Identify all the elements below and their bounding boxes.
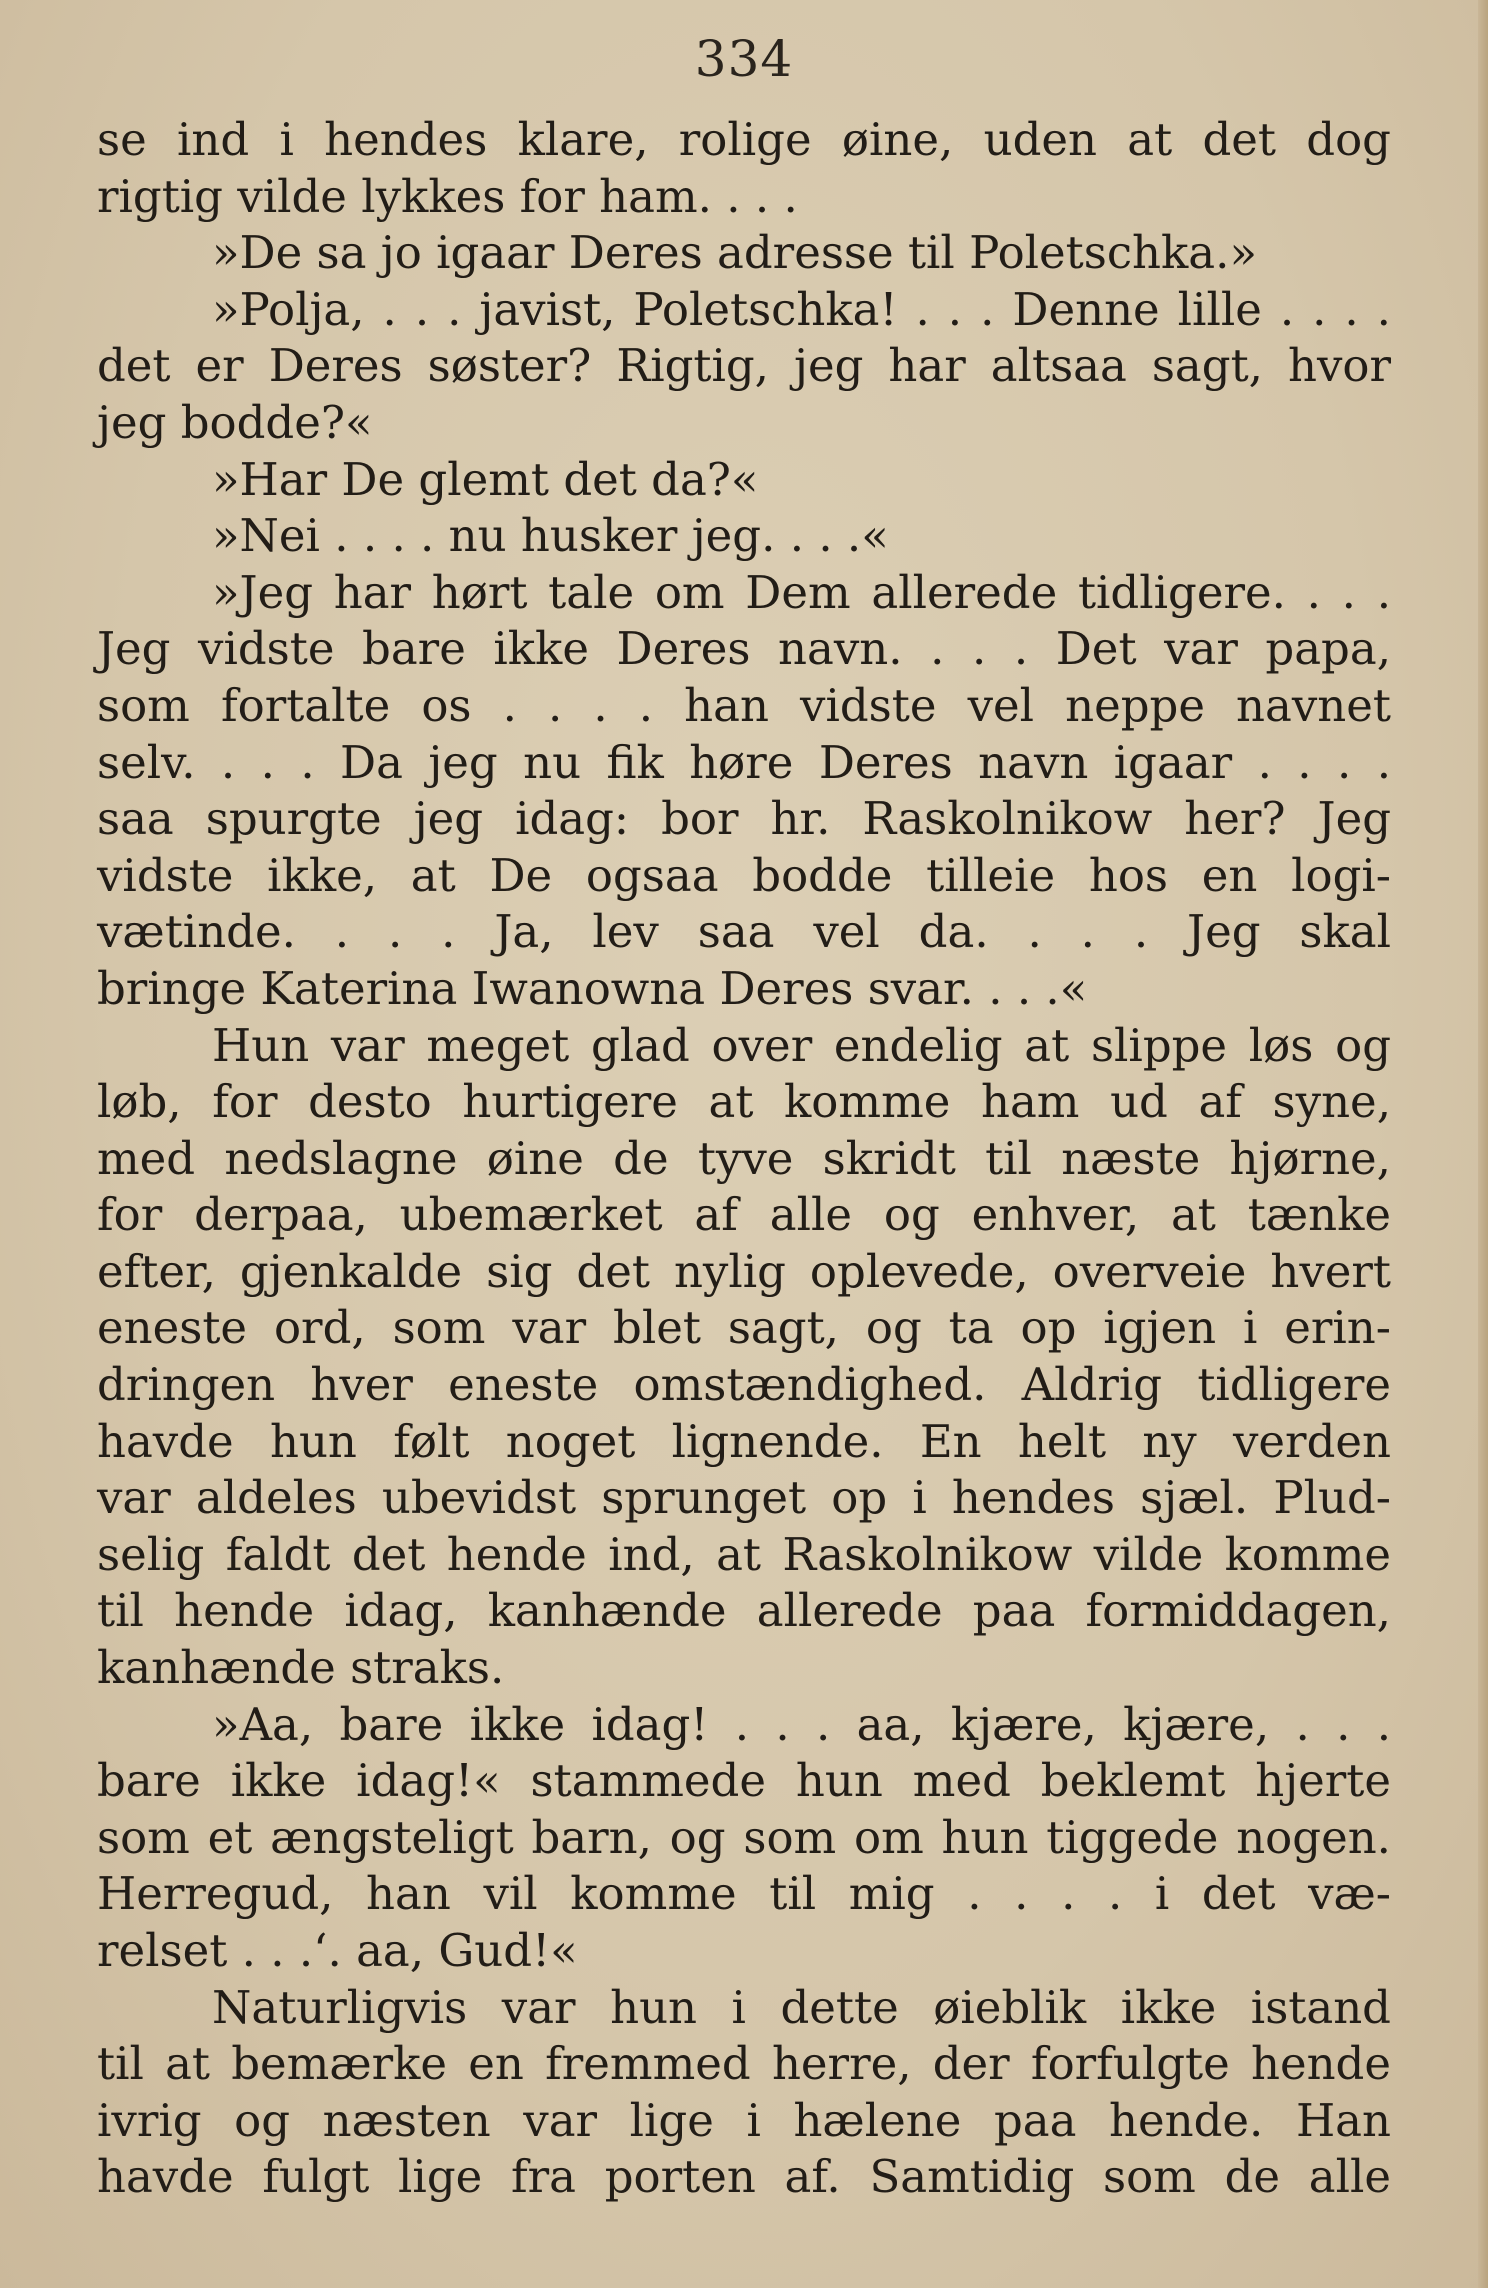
text-line: »Har De glemt det da?« — [212, 452, 759, 506]
text-line: kanhænde straks. — [97, 1641, 505, 1695]
text-line: Herregud, han vil komme til mig . . . . i det væ- — [97, 1867, 1391, 1921]
text-line: til at bemærke en fremmed herre, der forfulgte hende — [97, 2037, 1391, 2091]
text-line: ivrig og næsten var lige i hælene paa hende. Han — [97, 2093, 1391, 2147]
text-line: »Jeg har hørt tale om Dem allerede tidligere. . . . — [212, 565, 1391, 619]
text-line: bare ikke idag!« stammede hun med beklemt hjerte — [97, 1754, 1391, 1808]
text-line: havde fulgt lige fra porten af. Samtidig som de alle — [97, 2150, 1391, 2204]
text-line: jeg bodde?« — [97, 395, 373, 449]
text-line: efter, gjenkalde sig det nylig oplevede, overveie hvert — [97, 1244, 1391, 1298]
text-line: »De sa jo igaar Deres adresse til Poletschka.» — [212, 226, 1257, 280]
text-line: havde hun følt noget lignende. En helt ny verden — [97, 1414, 1391, 1468]
text-line: »Nei . . . . nu husker jeg. . . .« — [212, 509, 889, 563]
text-line: »Polja, . . . javist, Poletschka! . . . Denne lille . . . . — [212, 282, 1391, 336]
text-line: som et ængsteligt barn, og som om hun tiggede nogen. — [97, 1810, 1391, 1864]
text-line: dringen hver eneste omstændighed. Aldrig tidligere — [97, 1358, 1391, 1412]
text-line: vidste ikke, at De ogsaa bodde tilleie hos en logi- — [97, 848, 1391, 902]
text-line: selv. . . . Da jeg nu fik høre Deres navn igaar . . . . — [97, 735, 1391, 789]
text-line: Naturligvis var hun i dette øieblik ikke istand — [212, 1980, 1391, 2034]
text-line: var aldeles ubevidst sprunget op i hendes sjæl. Plud- — [97, 1471, 1391, 1525]
page-number: 334 — [694, 30, 794, 88]
text-line: for derpaa, ubemærket af alle og enhver, at tænke — [97, 1188, 1391, 1242]
body-text — [97, 112, 1391, 2206]
text-line: se ind i hendes klare, rolige øine, uden at det dog — [97, 113, 1391, 166]
text-line: som fortalte os . . . . han vidste vel neppe navnet — [97, 678, 1391, 732]
text-line: løb, for desto hurtigere at komme ham ud af syne, — [97, 1075, 1391, 1129]
text-line: med nedslagne øine de tyve skridt til næste hjørne, — [97, 1131, 1391, 1185]
text-line: til hende idag, kanhænde allerede paa formiddagen, — [97, 1584, 1391, 1638]
text-line: Hun var meget glad over endelig at slippe løs og — [212, 1018, 1391, 1072]
text-line: »Aa, bare ikke idag! . . . aa, kjære, kjære, . . . — [212, 1697, 1391, 1751]
text-line: selig faldt det hende ind, at Raskolnikow vilde komme — [97, 1527, 1391, 1581]
text-line: bringe Katerina Iwanowna Deres svar. . . .« — [97, 961, 1088, 1015]
page-edge — [1478, 0, 1488, 2288]
text-line: eneste ord, som var blet sagt, og ta op igjen i erin- — [97, 1301, 1391, 1355]
text-line: Jeg vidste bare ikke Deres navn. . . . Det var papa, — [97, 622, 1391, 676]
text-line: rigtig vilde lykkes for ham. . . . — [97, 169, 798, 223]
text-line: vætinde. . . . Ja, lev saa vel da. . . . Jeg skal — [97, 905, 1391, 959]
text-line: saa spurgte jeg idag: bor hr. Raskolnikow her? Jeg — [97, 792, 1391, 846]
text-line: det er Deres søster? Rigtig, jeg har altsaa sagt, hvor — [97, 339, 1391, 393]
text-line: relset . . .‘. aa, Gud!« — [97, 1924, 578, 1977]
